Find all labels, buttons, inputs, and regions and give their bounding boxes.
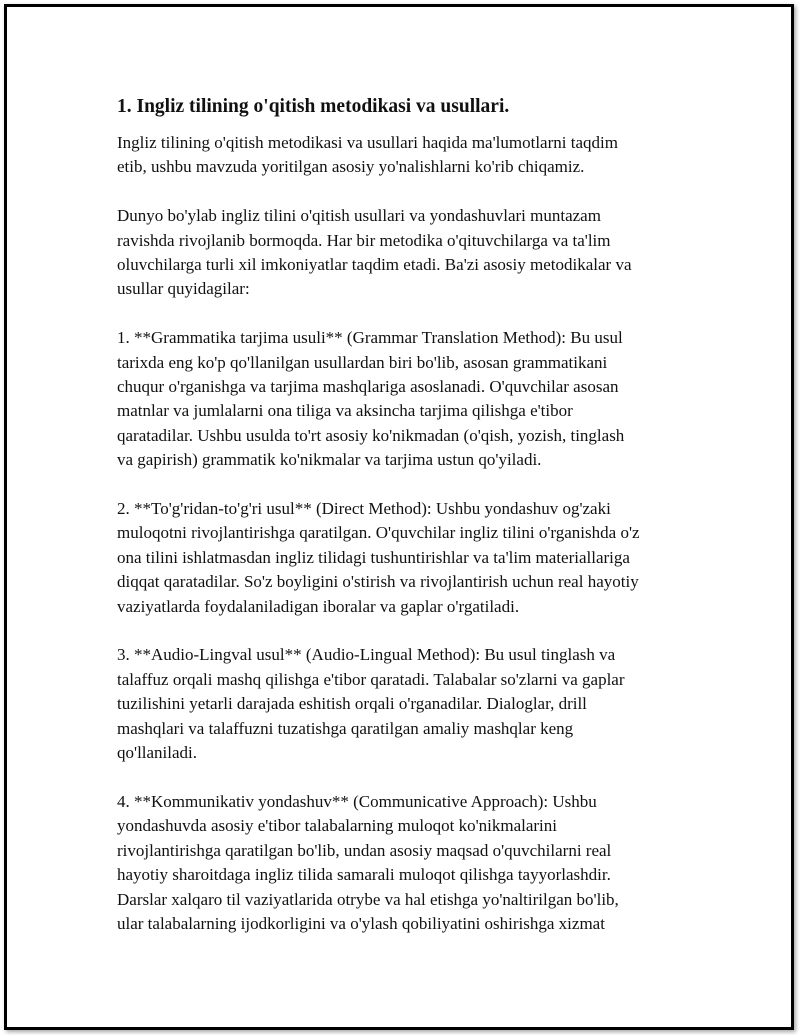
paragraph-method-2: 2. **To'g'ridan-to'g'ri usul** (Direct Method): Ushbu yondashuv og'zaki muloqotni rivojlantirishga qaratilgan. O'quvchilar ingliz tilini o'rganishda o'z ona tilini ishlatmasdan ingliz tilidagi tushuntirishlar va ta'lim materiallariga diqqat qaratadilar. So'z boyligini o'stirish va rivojlantirish uchun real hayotiy vaziyatlarda foydalaniladigan iboralar va gaplar o'rgatiladi.	[117, 499, 640, 616]
paragraph-intro: Ingliz tilining o'qitish metodikasi va usullari haqida ma'lumotlarni taqdim etib, ushbu mavzuda yoritilgan asosiy yo'nalishlarni ko'rib chiqamiz.	[117, 133, 618, 177]
paragraph-method-4: 4. **Kommunikativ yondashuv** (Communicative Approach): Ushbu yondashuvda asosiy e'tibor talabalarning muloqot ko'nikmalarini rivojlantirishga qaratilgan bo'lib, undan asosiy maqsad o'quvchilarni real hayotiy sharoitdaga ingliz tilida samarali muloqot qilishga tayyorlashdir. Darslar xalqaro til vaziyatlarida otrybe va hal etishga yo'naltirilgan bo'lib, ular talabalarning ijodkorligini va o'ylash qobiliyatini oshirishga xizmat	[117, 791, 619, 933]
paragraph-method-1: 1. **Grammatika tarjima usuli** (Grammar Translation Method): Bu usul tarixda eng ko'p qo'llanilgan usullardan biri bo'lib, asosan grammatikani chuqur o'rganishga va tarjima mashqlariga asoslanadi. O'quvchilar asosan matnlar va jumlalarni ona tiliga va aksincha tarjima qilishga e'tibor qaratadilar. Ushbu usulda to'rt asosiy ko'nikmadan (o'qish, yozish, tinglash va gapirish) grammatik ko'nikmalar va tarjima ustun qo'yiladi.	[117, 328, 625, 470]
paragraph-overview: Dunyo bo'ylab ingliz tilini o'qitish usullari va yondashuvlari muntazam ravishda rivojlanib bormoqda. Har bir metodika o'qituvchilarga va ta'lim oluvchilarga turli xil imkoniyatlar taqdim etadi. Ba'zi asosiy metodikalar va usullar quyidagilar:	[117, 206, 632, 299]
document-body	[117, 95, 677, 961]
paragraph-method-3: 3. **Audio-Lingval usul** (Audio-Lingual Method): Bu usul tinglash va talaffuz orqali mashq qilishga e'tibor qaratadi. Talabalar so'zlarni va gaplar tuzilishini yetarli darajada eshitish orqali o'rganadilar. Dialoglar, drill mashqlari va talaffuzni tuzatishga qaratilgan amaliy mashqlar keng qo'llaniladi.	[117, 645, 625, 763]
document-title: 1. Ingliz tilining o'qitish metodikasi va usullari.	[117, 96, 510, 117]
